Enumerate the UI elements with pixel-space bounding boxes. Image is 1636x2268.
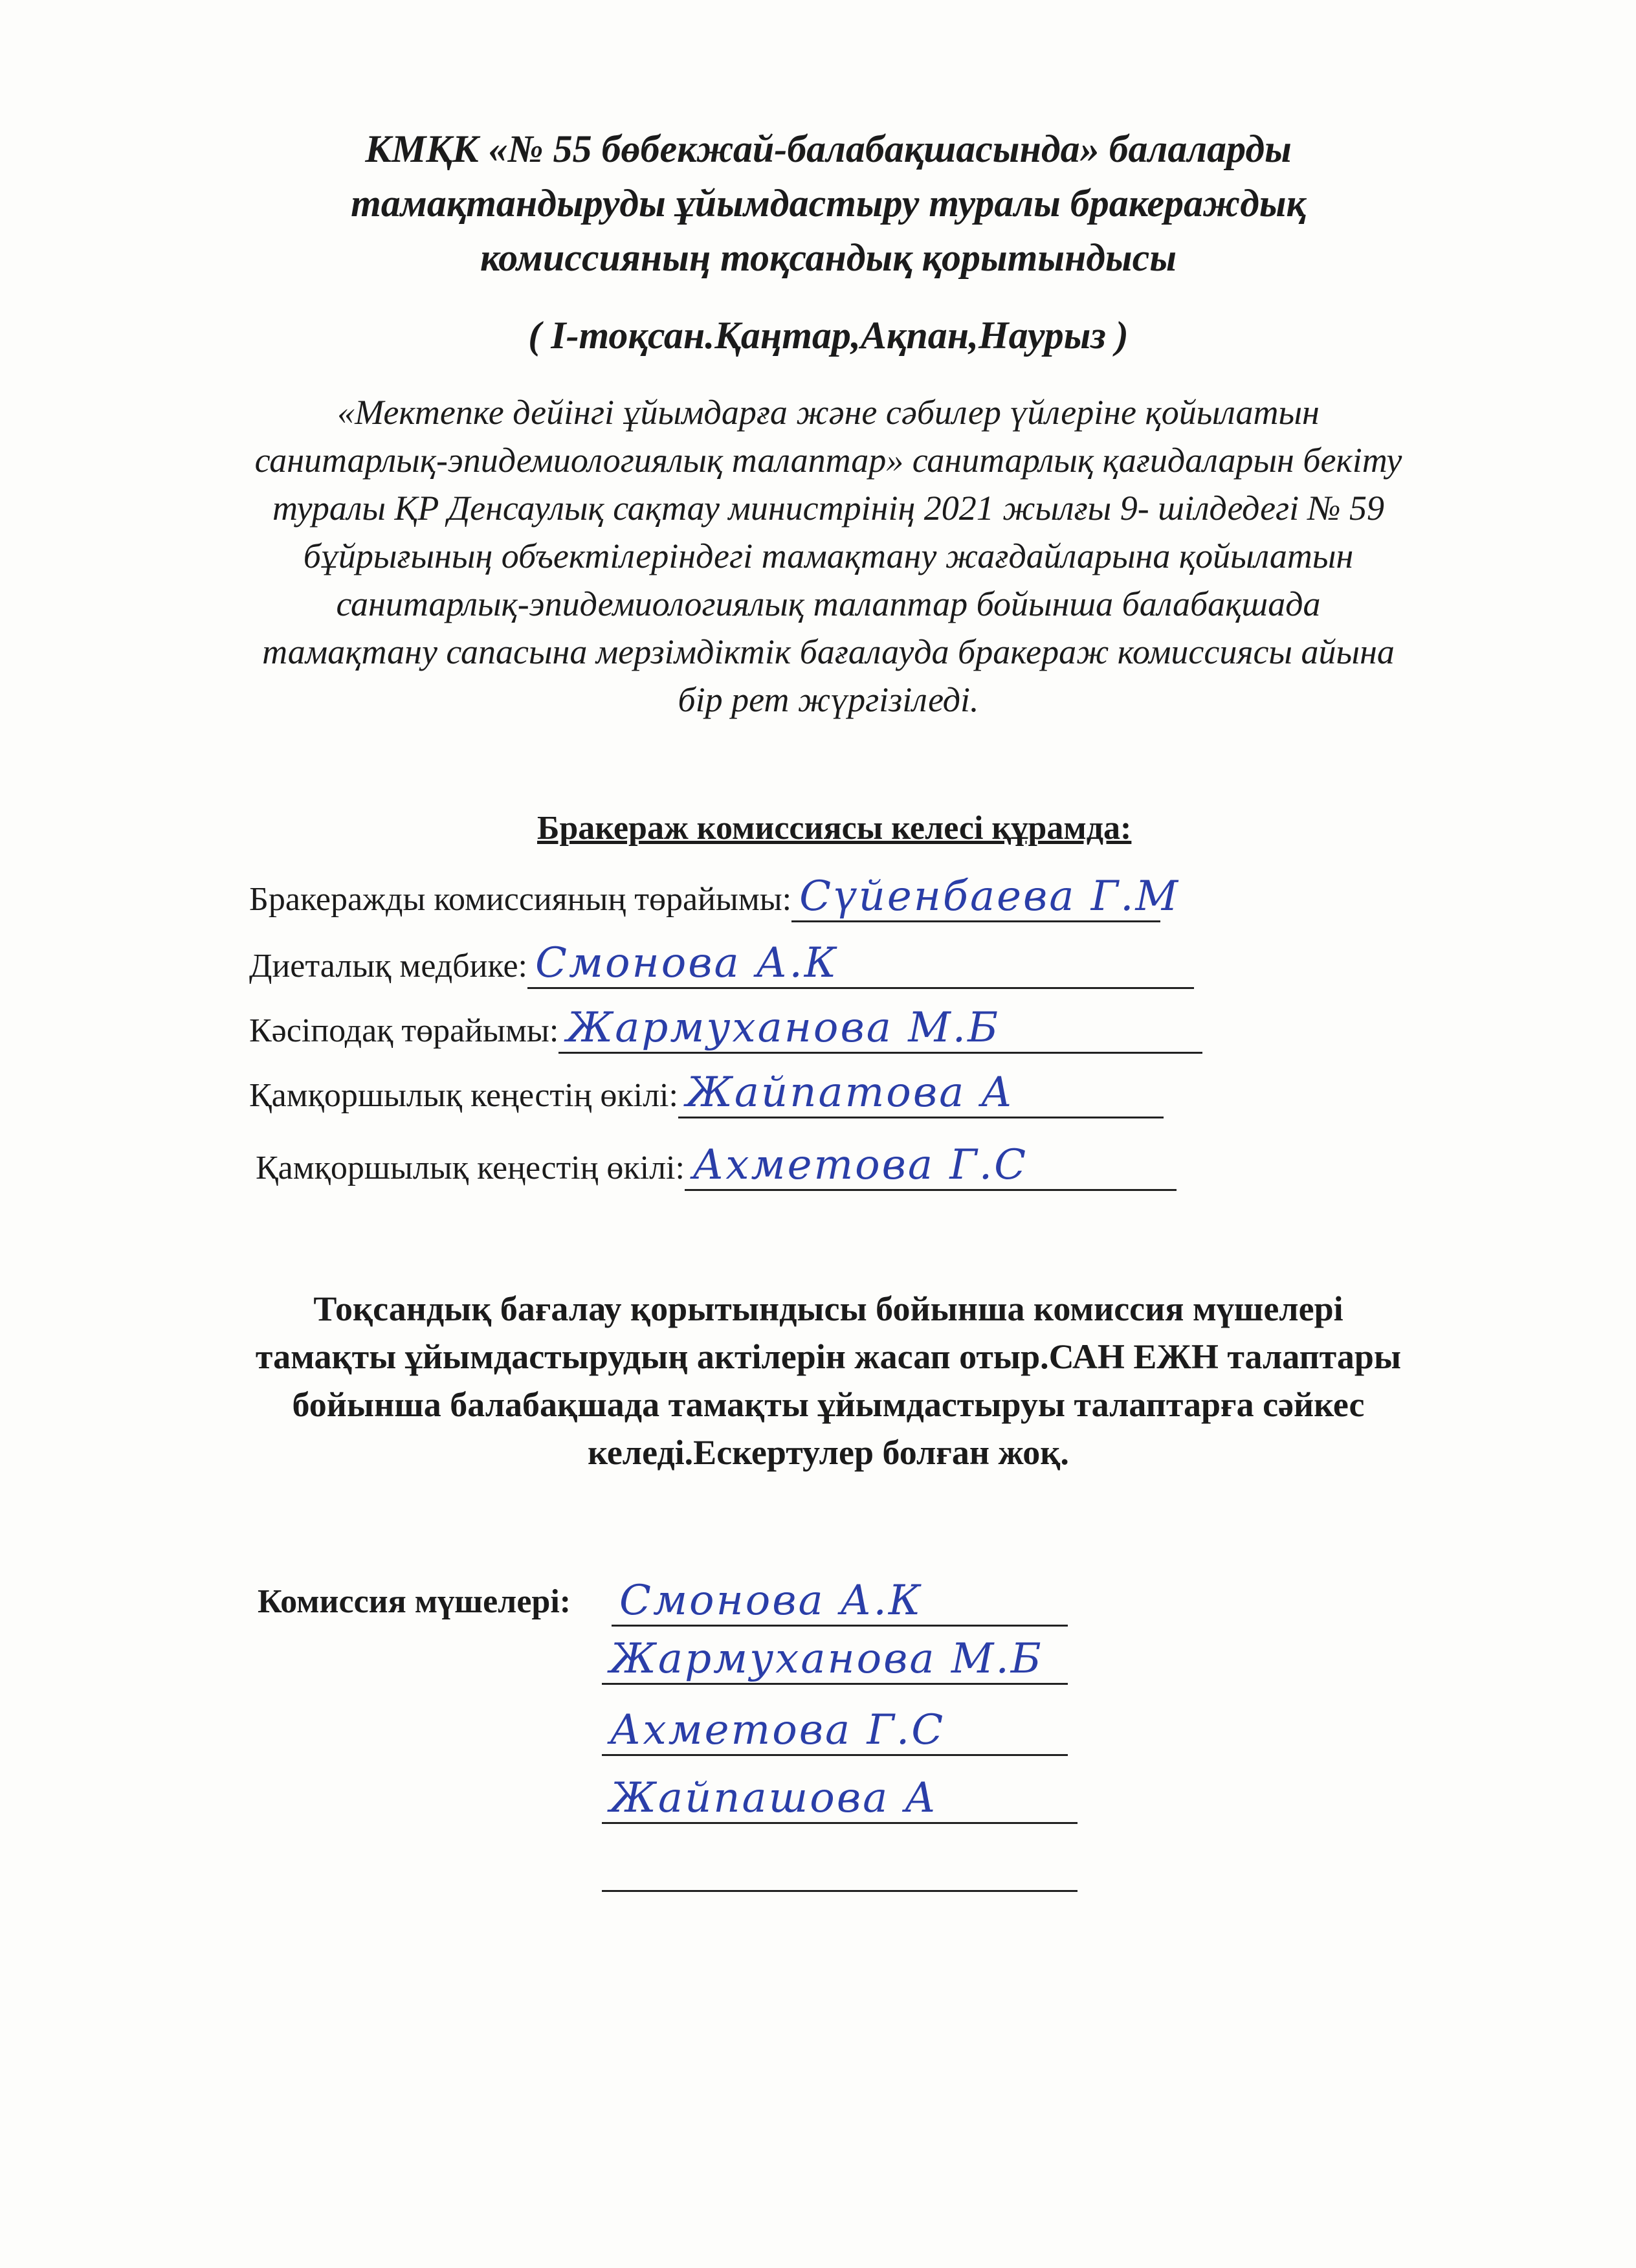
document-title — [194, 122, 1463, 285]
handwritten-signature: Жайпатова А — [685, 1069, 1015, 1117]
conclusion-paragraph — [194, 1285, 1463, 1476]
member-signature-line — [602, 1706, 1068, 1756]
commission-heading: Бракераж комиссиясы келесі құрамда: — [537, 810, 1132, 847]
intro-line: бұйрығының объектілеріндегі тамақтану жағдайларына қойылатын — [303, 537, 1354, 575]
signature-line — [685, 1141, 1177, 1191]
handwritten-signature: Жайпашова А — [610, 1774, 938, 1822]
composition-row-dietary-nurse — [249, 939, 1194, 989]
intro-line: туралы ҚР Денсаулық сақтау министрінің 2021 жылғы 9- шілдедегі № 59 — [272, 489, 1385, 528]
intro-line: санитарлық-эпидемиологиялық талаптар бойынша балабақшада — [336, 584, 1321, 623]
intro-line: санитарлық-эпидемиологиялық талаптар» санитарлық қағидаларын бекіту — [254, 441, 1402, 480]
composition-label: Қамқоршылық кеңестің өкілі: — [249, 1077, 678, 1114]
handwritten-signature: Сүйенбаева Г.М — [799, 873, 1180, 920]
composition-label: Диеталық медбике: — [249, 948, 527, 984]
member-signature-line — [602, 1774, 1078, 1824]
handwritten-signature: Жармуханова М.Б — [566, 1004, 1000, 1052]
handwritten-signature: Смонова А.К — [619, 1577, 923, 1625]
signature-line — [527, 939, 1194, 989]
handwritten-signature: Жармуханова М.Б — [610, 1635, 1043, 1683]
composition-label: Бракеражды комиссияның төрайымы: — [249, 881, 792, 918]
title-line: тамақтандыруды ұйымдастыру туралы бракераждық — [351, 182, 1306, 225]
handwritten-signature: Смонова А.К — [535, 939, 839, 987]
quarter-subtitle: ( I-тоқсан.Қаңтар,Ақпан,Наурыз ) — [528, 314, 1129, 357]
composition-row-trustee-2 — [256, 1141, 1177, 1191]
intro-line: тамақтану сапасына мерзімдіктік бағалауда бракераж комиссиясы айына — [262, 632, 1395, 671]
composition-row-chair — [249, 873, 1180, 922]
intro-line: бір рет жүргізіледі. — [678, 680, 979, 719]
intro-paragraph — [168, 388, 1488, 724]
handwritten-signature: Ахметова Г.С — [610, 1706, 945, 1754]
conclusion-line: бойынша балабақшада тамақты ұйымдастыруы талаптарға сәйкес — [292, 1385, 1365, 1424]
signature-line — [791, 873, 1180, 922]
conclusion-line: Тоқсандық бағалау қорытындысы бойынша комиссия мүшелері — [313, 1289, 1343, 1328]
handwritten-signature: Ахметова Г.С — [692, 1141, 1028, 1189]
signature-line — [558, 1004, 1202, 1054]
composition-row-trustee-1 — [249, 1069, 1164, 1118]
member-signature-line — [602, 1635, 1068, 1685]
title-line: КМҚК «№ 55 бөбекжай-балабақшасында» балаларды — [365, 128, 1292, 170]
members-label: Комиссия мүшелері: — [258, 1583, 571, 1620]
intro-line: «Мектепке дейінгі ұйымдарға және сәбилер үйлеріне қойылатын — [337, 393, 1320, 432]
composition-label: Қамқоршылық кеңестің өкілі: — [256, 1150, 685, 1186]
title-line: комиссияның тоқсандық қорытындысы — [480, 236, 1177, 279]
member-signature-line — [612, 1579, 1068, 1627]
composition-label: Кәсіподақ төрайымы: — [249, 1012, 559, 1049]
signature-line — [678, 1069, 1164, 1118]
conclusion-line: тамақты ұйымдастырудың актілерін жасап отыр.САН ЕЖН талаптары — [255, 1337, 1402, 1376]
member-signature-line — [602, 1845, 1078, 1892]
conclusion-line: келеді.Ескертулер болған жоқ. — [588, 1433, 1069, 1472]
composition-row-union-chair — [249, 1004, 1202, 1054]
